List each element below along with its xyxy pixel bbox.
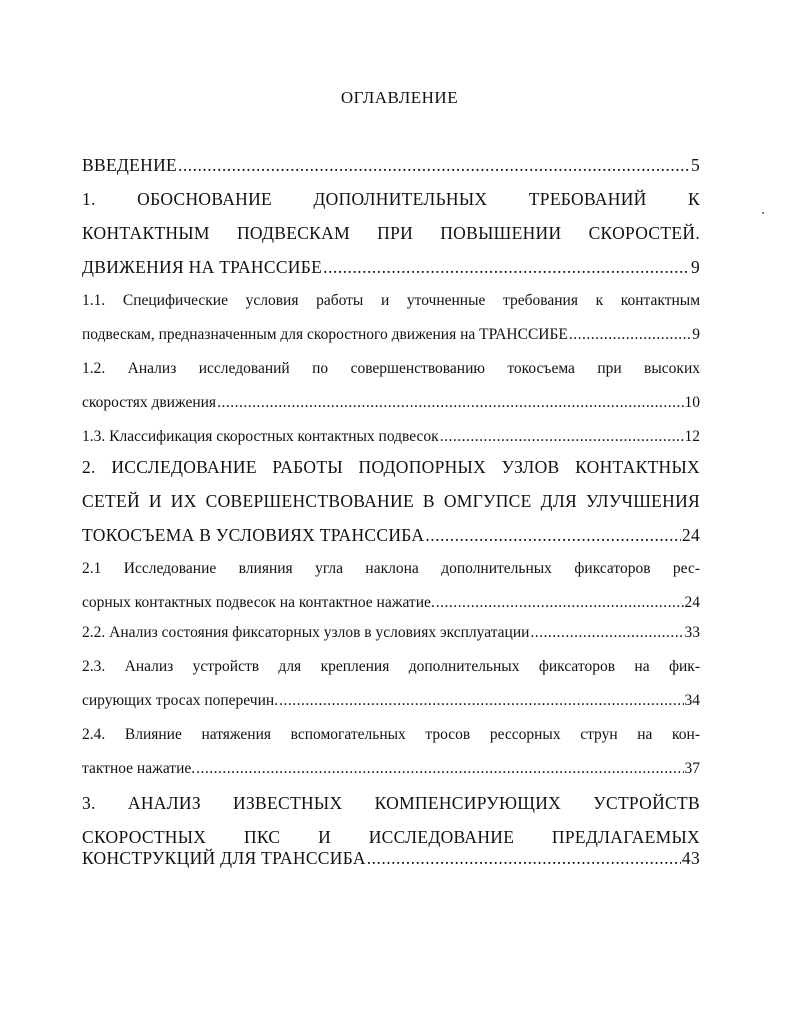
dot-leader — [436, 588, 684, 618]
toc-page-number: 5 — [690, 155, 700, 175]
toc-page-number: 43 — [681, 848, 700, 868]
toc-page-number: 24 — [684, 594, 700, 611]
toc-entry — [82, 686, 700, 716]
toc-entry-text: ТОКОСЪЕМА В УСЛОВИЯХ ТРАНССИБА — [82, 525, 425, 545]
toc-page-number: 12 — [684, 428, 700, 445]
toc-entry-line: 1.2. Анализ исследований по совершенствованию токосъема при высоких — [82, 360, 700, 377]
toc-page-number: 37 — [684, 760, 700, 777]
dot-leader — [425, 520, 681, 550]
dot-leader — [323, 252, 690, 282]
toc-entry-text: ВВЕДЕНИЕ — [82, 155, 178, 175]
toc-entry — [82, 618, 700, 648]
toc-entry — [82, 843, 700, 873]
toc-entry-line: СЕТЕЙ И ИХ СОВЕРШЕНСТВОВАНИЕ В ОМГУПСЕ ДЛЯ УЛУЧШЕНИЯ — [82, 491, 700, 511]
toc-entry-line: 2.4. Влияние натяжения вспомогательных тросов рессорных струн на кон- — [82, 726, 700, 743]
toc-entry-line: КОНТАКТНЫМ ПОДВЕСКАМ ПРИ ПОВЫШЕНИИ СКОРОСТЕЙ. — [82, 223, 700, 243]
dot-leader — [569, 320, 691, 350]
toc-page-number: 24 — [681, 525, 700, 545]
toc-entry-text: 2.2. Анализ состояния фиксаторных узлов в условиях эксплуатации — [82, 624, 530, 641]
dot-leader — [196, 754, 683, 784]
toc-entry — [82, 320, 700, 350]
toc-entry — [82, 422, 700, 452]
toc-entry — [82, 754, 700, 784]
toc-page-number: 34 — [684, 692, 700, 709]
toc-page-number: 33 — [684, 624, 700, 641]
toc-entry — [82, 520, 700, 550]
toc-entry-line: СКОРОСТНЫХ ПКС И ИССЛЕДОВАНИЕ ПРЕДЛАГАЕМЫХ — [82, 827, 700, 847]
dot-leader — [440, 422, 684, 452]
toc-entry-text: КОНСТРУКЦИЙ ДЛЯ ТРАНССИБА — [82, 848, 366, 868]
toc-entry — [82, 588, 700, 618]
toc-entry — [82, 388, 700, 418]
scan-speck — [762, 212, 764, 214]
toc-entry-text: сорных контактных подвесок на контактное нажатие. — [82, 594, 435, 611]
toc-entry-text: подвескам, предназначенным для скоростного движения на ТРАНССИБЕ — [82, 326, 568, 343]
toc-entry-line: 1.1. Специфические условия работы и уточненные требования к контактным — [82, 292, 700, 309]
dot-leader — [178, 150, 690, 180]
toc-entry-text: ДВИЖЕНИЯ НА ТРАНССИБЕ — [82, 257, 323, 277]
dot-leader — [367, 843, 681, 873]
toc-entry-line: 3. АНАЛИЗ ИЗВЕСТНЫХ КОМПЕНСИРУЮЩИХ УСТРОЙСТВ — [82, 793, 700, 813]
toc-entry-line: 1. ОБОСНОВАНИЕ ДОПОЛНИТЕЛЬНЫХ ТРЕБОВАНИЙ К — [82, 189, 700, 209]
toc-page-number: 9 — [692, 326, 700, 343]
toc-entry — [82, 252, 700, 282]
toc-page-number: 10 — [684, 394, 700, 411]
toc-entry-text: сирующих тросах поперечин. — [82, 692, 279, 709]
toc-page-number: 9 — [690, 257, 700, 277]
toc-entry-text: 1.3. Классификация скоростных контактных подвесок — [82, 428, 439, 445]
dot-leader — [279, 686, 683, 716]
toc-title: ОГЛАВЛЕНИЕ — [340, 88, 459, 107]
toc-entry-text: скоростях движения — [82, 394, 217, 411]
dot-leader — [217, 388, 683, 418]
toc-entry — [82, 150, 700, 180]
dot-leader — [530, 618, 683, 648]
toc-entry-line: 2.3. Анализ устройств для крепления дополнительных фиксаторов на фик- — [82, 658, 700, 675]
toc-entry-text: тактное нажатие. — [82, 760, 196, 777]
toc-entry-line: 2. ИССЛЕДОВАНИЕ РАБОТЫ ПОДОПОРНЫХ УЗЛОВ КОНТАКТНЫХ — [82, 457, 700, 477]
toc-entry-line: 2.1 Исследование влияния угла наклона дополнительных фиксаторов рес- — [82, 560, 700, 577]
